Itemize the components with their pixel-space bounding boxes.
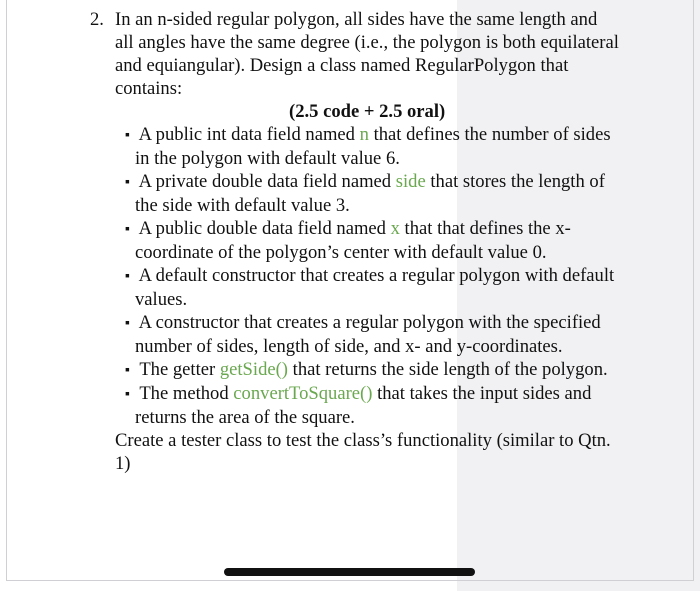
list-item <box>90 358 620 382</box>
list-item <box>90 264 620 311</box>
item-text: A default constructor that creates a regular polygon with default values. <box>135 265 615 310</box>
item-text: A public double data field named <box>138 218 391 239</box>
item-text: that defines the number of sides in the polygon with default value 6. <box>135 124 611 169</box>
bullet-icon: ▪ <box>125 387 130 402</box>
closing-instruction: Create a tester class to test the class’s functionality (similar to Qtn. 1) <box>115 430 611 474</box>
item-text: that stores the length of the side with default value 3. <box>135 171 605 216</box>
bullet-icon: ▪ <box>125 128 130 143</box>
item-text: A private double data field named <box>138 171 396 192</box>
requirements-list <box>90 123 620 429</box>
list-item <box>90 217 620 264</box>
list-item <box>90 170 620 217</box>
code-term: n <box>359 124 369 145</box>
item-text: The method <box>139 383 234 404</box>
item-text: A public int data field named <box>138 124 360 145</box>
item-text: that that defines the x-coordinate of the polygon’s center with default value 0. <box>135 218 571 263</box>
marks-label: (2.5 code + 2.5 oral) <box>289 101 446 122</box>
item-text: A constructor that creates a regular polygon with the specified number of sides, length of side, and x- and y-coordinates. <box>135 312 601 357</box>
question-header <box>90 8 620 100</box>
bullet-icon: ▪ <box>125 175 130 190</box>
question-content <box>90 8 620 475</box>
code-term: getSide() <box>219 359 288 380</box>
item-text: The getter <box>139 359 220 380</box>
code-term: side <box>395 171 426 192</box>
list-item <box>90 123 620 170</box>
bullet-icon: ▪ <box>125 316 130 331</box>
home-indicator-bar[interactable] <box>224 568 475 576</box>
list-item <box>90 311 620 358</box>
code-term: x <box>390 218 400 239</box>
question-number: 2. <box>90 9 104 30</box>
code-term: convertToSquare() <box>233 383 373 404</box>
list-item <box>90 382 620 429</box>
bullet-icon: ▪ <box>125 222 130 237</box>
item-text: that takes the input sides and returns the area of the square. <box>135 383 592 428</box>
question-intro: In an n-sided regular polygon, all sides have the same length and all angles have the same degree (i.e., the polygon is both equilateral and equiangular). Design a class named RegularPolygon that contains: <box>115 9 619 99</box>
bullet-icon: ▪ <box>125 363 130 378</box>
item-text: that returns the side length of the polygon. <box>288 359 608 380</box>
bullet-icon: ▪ <box>125 269 130 284</box>
